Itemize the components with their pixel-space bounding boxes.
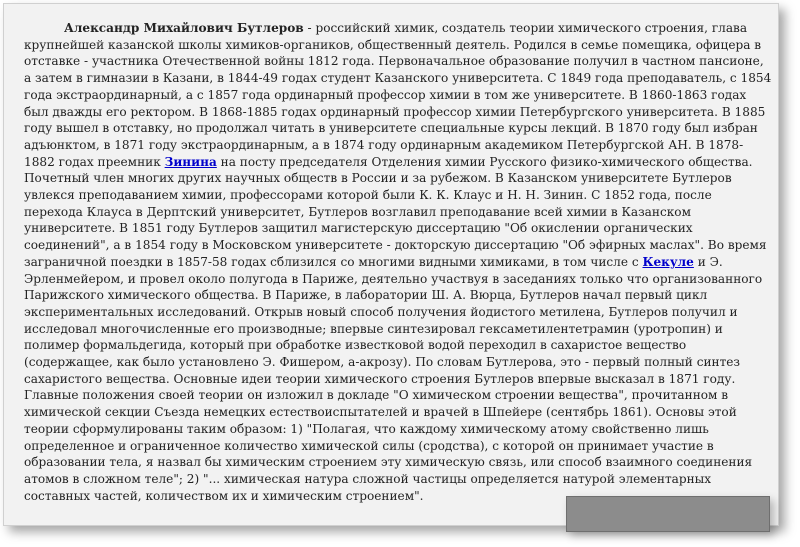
zinin-link[interactable]: Зинина <box>164 154 217 169</box>
article-part-1: - российский химик, создатель теории химического строения, глава крупнейшей казанской школы химиков-органиков, общественный деятель. Родился в семье помещика, офицера в отставке - участника Отечественной войны 1812 года. Первоначальное образование получил в частном пансионе, а затем в гимназии в Казани, в 1844-49 годах студент Казанского университета. С 1849 года преподаватель, с 1854 года экстраординарный, а с 1857 года ординарный профессор химии в том же университете. В 1860-1863 годах был дважды его ректором. В 1868-1885 годах ординарный профессор химии Петербургского университета. В 1885 году вышел в отставку, но продолжал читать в университете специальные курсы лекций. В 1870 году был избран адъюнктом, в 1871 году экстраординарным, а в 1874 году ординарным академиком Петербургской АН. В 1878-1882 годах преемник <box>24 21 772 169</box>
kekule-link[interactable]: Кекуле <box>642 254 694 269</box>
navigation-button[interactable] <box>566 496 770 532</box>
article-part-2: на посту председателя Отделения химии Русского физико-химического общества. Почетный член многих других научных обществ в России и за рубежом. В Казанском университете Бутлеров увлекся преподаванием химии, профессорами которой были К. К. Клаус и Н. Н. Зинин. С 1852 года, после перехода Клауса в Дерптский университет, Бутлеров возглавил преподавание всей химии в Казанском университете. В 1851 году Бутлеров защитил магистерскую диссертацию "Об окислении органических соединений", а в 1854 году в Московском университете - докторскую диссертацию "Об эфирных маслах". Во время заграничной поездки в 1857-58 годах сблизился со многими видными химиками, в том числе с <box>24 154 767 269</box>
person-name: Александр Михайлович Бутлеров <box>64 21 304 35</box>
slide-frame <box>3 3 779 526</box>
article-text <box>24 20 772 504</box>
article-part-3: и Э. Эрленмейером, и провел около полугода в Париже, деятельно участвуя в заседаниях только что организованного Парижского химического общества. В Париже, в лаборатории Ш. А. Вюрца, Бутлеров начал первый цикл экспериментальных исследований. Открыв новый способ получения йодистого метилена, Бутлеров получил и исследовал многочисленные его производные; впервые синтезировал гексаметилентетрамин (уротропин) и полимер формальдегида, который при обработке известковой водой переходил в сахаристое вещество (содержащее, как было установлено Э. Фишером, а-акрозу). По словам Бутлерова, это - первый полный синтез сахаристого вещества. Основные идеи теории химического строения Бутлеров впервые высказал в 1871 году. Главные положения своей теории он изложил в докладе "О химическом строении вещества", прочитанном в химической секции Съезда немецких естествоиспытателей и врачей в Шпейере (сентябрь 1861). Основы этой теории сформулированы таким образом: 1) "Полагая, что каждому химическому атому свойственно лишь определенное и ограниченное количество химической силы (сродства), с которой он принимает участие в образовании тела, я назвал бы химическим строением эту химическую связь, или способ взаимного соединения атомов в сложном теле"; 2) "... химическая натура сложной частицы определяется натурой элементарных составных частей, количеством их и химическим строением". <box>24 254 763 503</box>
